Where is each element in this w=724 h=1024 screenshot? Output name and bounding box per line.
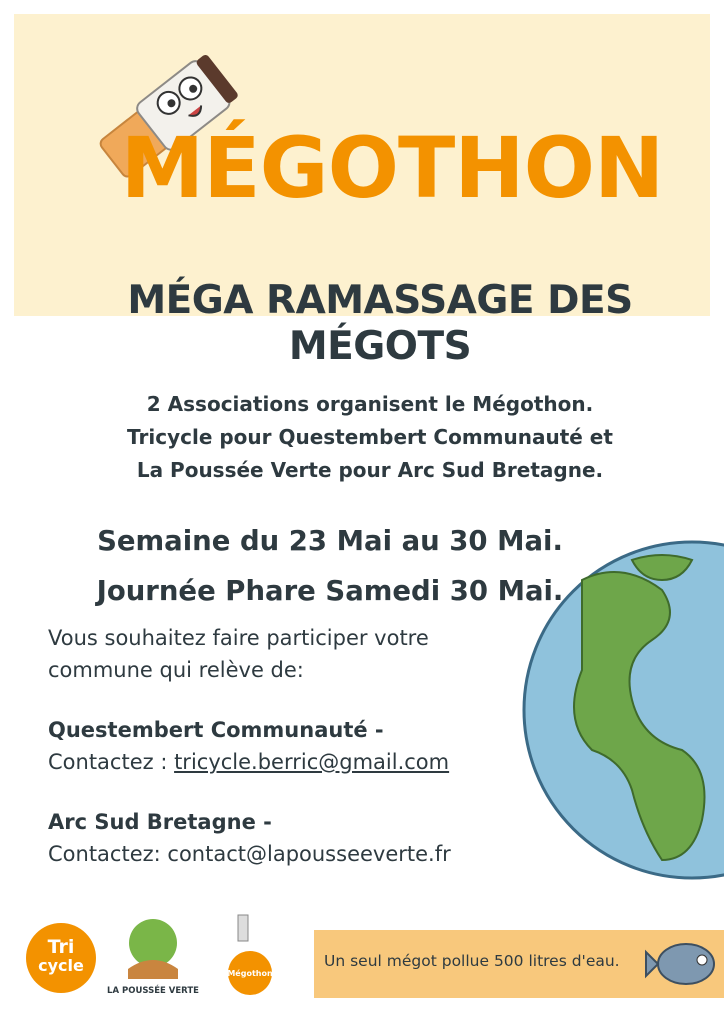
organizers-text: [40, 388, 700, 487]
asb-contact: [48, 838, 568, 870]
asb-email: contact@lapousseeverte.fr: [167, 842, 451, 866]
pollution-fact-banner: [314, 930, 724, 998]
poussee-verte-logo-text: LA POUSSÉE VERTE: [107, 986, 199, 996]
qc-email-link[interactable]: tricycle.berric@gmail.com: [174, 750, 450, 774]
organizers-line: La Poussée Verte pour Arc Sud Bretagne.: [136, 458, 604, 482]
qc-contact: [48, 746, 568, 778]
asb-name: Arc Sud Bretagne -: [48, 810, 272, 834]
megothon-logo-text: Mégothon: [227, 969, 273, 978]
dates-highlight-day: Journée Phare Samedi 30 Mai.: [96, 575, 564, 607]
dates: [30, 516, 630, 616]
tricycle-logo-text: cycle: [38, 956, 84, 975]
asb-contact-label: Contactez:: [48, 842, 168, 866]
qc-name: Questembert Communauté -: [48, 718, 384, 742]
poussee-verte-logo: [107, 919, 199, 996]
dates-week: Semaine du 23 Mai au 30 Mai.: [97, 525, 563, 557]
partner-logos: [0, 905, 300, 1015]
intro-line: Vous souhaitez faire participer votre: [48, 626, 429, 650]
banner-text: Un seul mégot pollue 500 litres d'eau.: [324, 952, 620, 970]
organizers-line: Tricycle pour Questembert Communauté et: [127, 425, 613, 449]
megothon-logo: [227, 915, 273, 995]
page-title: MÉGOTHON: [120, 119, 664, 217]
qc-contact-label: Contactez :: [48, 750, 175, 774]
subtitle: [100, 278, 660, 370]
tricycle-logo-text: Tri: [47, 936, 75, 958]
intro-line: commune qui relève de:: [48, 658, 304, 682]
contact-info: [48, 622, 568, 870]
subtitle-line: MÉGA RAMASSAGE DES: [127, 278, 633, 323]
organizers-line: 2 Associations organisent le Mégothon.: [146, 392, 594, 416]
subtitle-line: MÉGOTS: [288, 324, 472, 369]
fish-icon: [644, 932, 720, 996]
